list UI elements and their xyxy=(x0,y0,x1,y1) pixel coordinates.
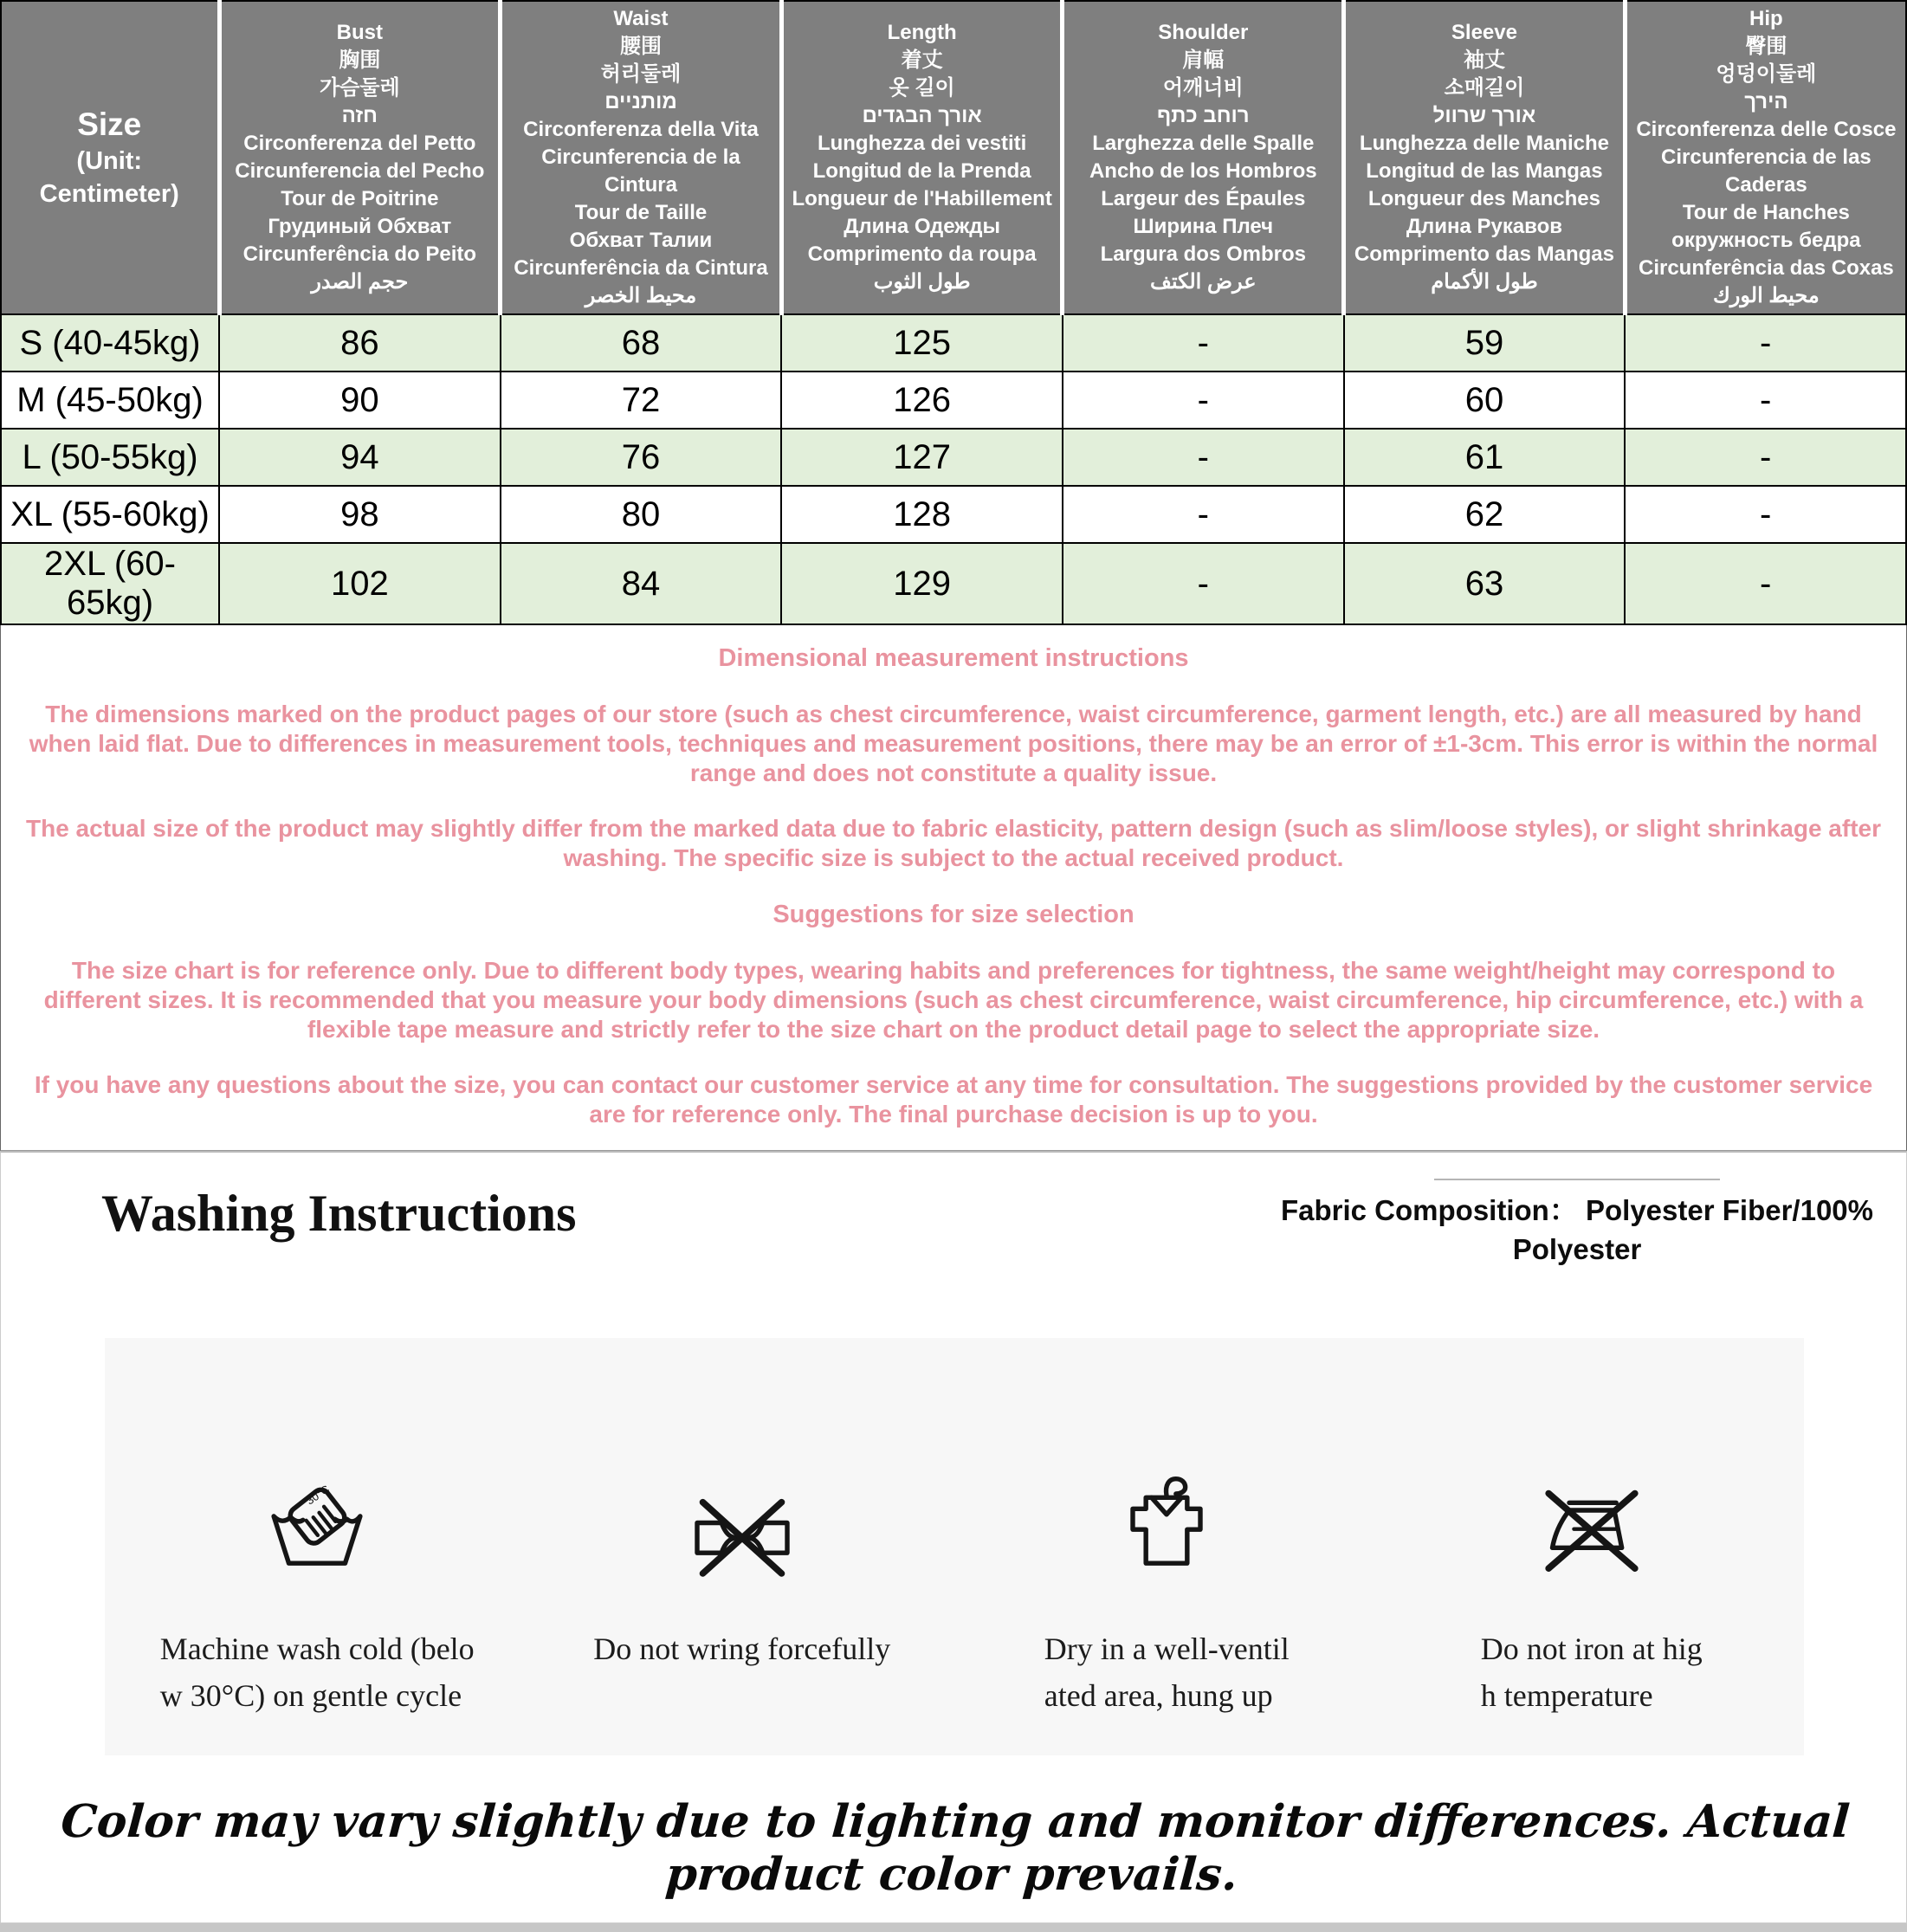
column-header-label: Lunghezza delle Maniche xyxy=(1359,132,1609,155)
fabric-divider-line xyxy=(1434,1179,1720,1180)
measurement-value-cell: 90 xyxy=(219,372,501,429)
column-header-label: מותניים xyxy=(604,90,677,113)
measurement-value-cell: 60 xyxy=(1344,372,1626,429)
care-caption-line: Do not iron at hig xyxy=(1480,1632,1703,1666)
care-item-hang-dry xyxy=(954,1471,1380,1755)
care-caption-line: Dry in a well-ventil xyxy=(1044,1632,1290,1666)
column-header-label: Hip xyxy=(1749,7,1783,30)
column-header-label: Larghezza delle Spalle xyxy=(1092,132,1315,155)
care-caption xyxy=(593,1625,890,1672)
notes-paragraph-1: The dimensions marked on the product pages of our store (such as chest circumference, waist circumference, garment length, etc.) are all measured by hand when laid flat. Due to differences in measurement tools, techniques and measurement positions, there may be an error of ±1-3cm. This error is within the normal range and does not constitute a quality issue. xyxy=(29,701,1878,786)
bottom-divider-strip xyxy=(0,1923,1907,1932)
measurement-value-cell: - xyxy=(1063,486,1344,543)
care-item-no-iron xyxy=(1380,1471,1805,1755)
column-header-label: 袖丈 xyxy=(1463,48,1505,72)
column-header-label: 腰围 xyxy=(619,35,662,58)
measurement-value-cell: - xyxy=(1063,372,1344,429)
size-header-cell xyxy=(1,1,219,314)
column-header-label: Longitud de las Mangas xyxy=(1366,159,1603,183)
column-header-label: Ширина Плеч xyxy=(1133,215,1274,238)
column-header-label: Circonferenza della Vita xyxy=(523,118,759,141)
measurement-value-cell: 129 xyxy=(781,543,1063,624)
column-header-label: Tour de Taille xyxy=(574,201,708,224)
care-caption-line: Do not wring forcefully xyxy=(593,1632,891,1666)
care-item-machine-wash xyxy=(105,1471,530,1755)
svg-text:30°C: 30°C xyxy=(303,1482,333,1508)
color-disclaimer: Color may vary slightly due to lighting and monitor differences. Actual product color prevails. xyxy=(59,1795,1852,1901)
column-header-label: طول الثوب xyxy=(873,270,971,294)
column-header-label: 肩幅 xyxy=(1182,48,1225,72)
measurement-value-cell: 68 xyxy=(501,314,782,372)
measurement-value-cell: 98 xyxy=(219,486,501,543)
column-header-label: окружность бедра xyxy=(1671,229,1861,252)
care-caption-line: w 30°C) on gentle cycle xyxy=(159,1678,462,1713)
column-header-label: Length xyxy=(887,21,957,44)
measurement-value-cell: - xyxy=(1625,372,1906,429)
care-icons-panel xyxy=(105,1338,1804,1755)
measurement-value-cell: 125 xyxy=(781,314,1063,372)
column-header-label: 엉덩이둘레 xyxy=(1716,62,1817,86)
column-header-label: Circunferencia de las Caderas xyxy=(1661,145,1871,197)
column-header-label: 소매길이 xyxy=(1444,76,1525,100)
column-header-label: Длина Рукавов xyxy=(1406,215,1563,238)
fabric-composition-text: Fabric Composition： Polyester Fiber/100% Polyester xyxy=(1280,1194,1873,1265)
measurement-value-cell: 94 xyxy=(219,429,501,486)
washing-instructions-title: Washing Instructions xyxy=(101,1185,577,1242)
column-header-label: Sleeve xyxy=(1451,21,1517,44)
table-header-row xyxy=(1,1,1906,314)
column-header-label: محيط الخصر xyxy=(585,284,697,307)
column-header-label: הירך xyxy=(1744,90,1788,113)
measurement-value-cell: 102 xyxy=(219,543,501,624)
column-header-label: عرض الكتف xyxy=(1150,270,1257,294)
care-caption-line: Machine wash cold (belo xyxy=(159,1632,475,1666)
column-header-label: Comprimento da roupa xyxy=(807,242,1037,266)
column-header-label: 옷 길이 xyxy=(889,76,955,100)
size-header-title: Size xyxy=(77,107,142,142)
column-header-label: Shoulder xyxy=(1158,21,1249,44)
size-label-cell: 2XL (60-65kg) xyxy=(1,543,219,624)
table-row-l xyxy=(1,429,1906,486)
column-header-label: 가슴둘레 xyxy=(319,76,400,100)
column-header-shoulder xyxy=(1063,1,1344,314)
column-header-label: Circunferência das Coxas xyxy=(1638,256,1894,280)
do-not-iron-icon xyxy=(1535,1471,1648,1625)
column-header-label: 어깨너비 xyxy=(1162,76,1244,100)
column-header-label: Circonferenza delle Cosce xyxy=(1636,118,1897,141)
measurement-value-cell: 126 xyxy=(781,372,1063,429)
notes-paragraph-2: The actual size of the product may slightly differ from the marked data due to fabric elasticity, pattern design (such as slim/loose styles), or slight shrinkage after washing. The specific size is subject to the actual received product. xyxy=(26,815,1881,871)
column-header-label: Circunferencia de la Cintura xyxy=(541,145,740,197)
measurement-value-cell: 86 xyxy=(219,314,501,372)
size-label-cell: S (40-45kg) xyxy=(1,314,219,372)
column-header-label: محيط الورك xyxy=(1712,284,1820,307)
care-caption xyxy=(160,1625,475,1719)
measurement-value-cell: 84 xyxy=(501,543,782,624)
measurement-value-cell: - xyxy=(1625,486,1906,543)
measurement-value-cell: - xyxy=(1625,314,1906,372)
size-label-cell: XL (55-60kg) xyxy=(1,486,219,543)
column-header-label: Tour de Poitrine xyxy=(281,187,439,210)
hang-dry-icon xyxy=(1110,1471,1223,1625)
column-header-label: 허리둘레 xyxy=(600,62,682,86)
measurement-notes-section xyxy=(0,625,1907,1151)
care-caption xyxy=(1044,1625,1290,1719)
measurement-value-cell: - xyxy=(1625,543,1906,624)
measurement-value-cell: 62 xyxy=(1344,486,1626,543)
column-header-label: אורך שרוול xyxy=(1432,104,1536,127)
column-header-hip xyxy=(1625,1,1906,314)
machine-wash-cold-icon xyxy=(261,1471,373,1625)
column-header-label: Largura dos Ombros xyxy=(1100,242,1306,266)
column-header-label: Длина Одежды xyxy=(844,215,1000,238)
measurement-value-cell: 59 xyxy=(1344,314,1626,372)
size-label-cell: L (50-55kg) xyxy=(1,429,219,486)
measurement-value-cell: 63 xyxy=(1344,543,1626,624)
column-header-label: אורך הבגדים xyxy=(862,104,982,127)
care-caption xyxy=(1481,1625,1703,1719)
column-header-label: Comprimento das Mangas xyxy=(1354,242,1614,266)
table-row-m xyxy=(1,372,1906,429)
column-header-label: 臀围 xyxy=(1745,35,1787,58)
column-header-label: Longitud de la Prenda xyxy=(812,159,1031,183)
column-header-label: Largeur des Épaules xyxy=(1101,187,1306,210)
column-header-label: Circunferência da Cintura xyxy=(514,256,768,280)
measurement-value-cell: - xyxy=(1625,429,1906,486)
column-header-bust xyxy=(219,1,501,314)
measurement-value-cell: - xyxy=(1063,429,1344,486)
table-row-xl xyxy=(1,486,1906,543)
column-header-label: 着丈 xyxy=(901,48,943,72)
column-header-label: Обхват Талии xyxy=(569,229,713,252)
column-header-length xyxy=(781,1,1063,314)
care-caption-line: ated area, hung up xyxy=(1044,1678,1273,1713)
measurement-value-cell: 128 xyxy=(781,486,1063,543)
measurement-value-cell: - xyxy=(1063,543,1344,624)
column-header-label: Circunferencia del Pecho xyxy=(235,159,485,183)
washing-instructions-section xyxy=(0,1151,1907,1923)
measurement-value-cell: 80 xyxy=(501,486,782,543)
column-header-label: חזה xyxy=(341,104,378,127)
column-header-label: Грудиный Обхват xyxy=(268,215,452,238)
column-header-label: Lunghezza dei vestiti xyxy=(817,132,1027,155)
notes-paragraph-4: If you have any questions about the size, you can contact our customer service at any time for consultation. The suggestions provided by the customer service are for reference only. The final purchase decision is up to you. xyxy=(34,1071,1873,1128)
care-item-no-wring xyxy=(530,1471,955,1755)
size-header-unit: (Unit: Centimeter) xyxy=(39,147,179,208)
column-header-label: רוחב כתף xyxy=(1156,104,1250,127)
do-not-wring-icon xyxy=(686,1471,798,1625)
measurement-value-cell: 61 xyxy=(1344,429,1626,486)
measurement-value-cell: 76 xyxy=(501,429,782,486)
measurement-value-cell: - xyxy=(1063,314,1344,372)
table-row-2xl xyxy=(1,543,1906,624)
measurement-value-cell: 127 xyxy=(781,429,1063,486)
size-table xyxy=(0,0,1907,625)
fabric-composition xyxy=(1248,1179,1906,1269)
column-header-label: Bust xyxy=(336,21,383,44)
column-header-label: Longueur des Manches xyxy=(1367,187,1600,210)
care-caption-line: h temperature xyxy=(1480,1678,1653,1713)
column-header-waist xyxy=(501,1,782,314)
notes-paragraph-3: The size chart is for reference only. Due to different body types, wearing habits and preferences for tightness, the same weight/height may correspond to different sizes. It is recommended that you measure your body dimensions (such as chest circumference, waist circumference, hip circumference, etc.) with a flexible tape measure and strictly refer to the size chart on the product detail page to select the appropriate size. xyxy=(43,957,1864,1043)
column-header-label: Tour de Hanches xyxy=(1682,201,1850,224)
measurement-value-cell: 72 xyxy=(501,372,782,429)
column-header-label: Ancho de los Hombros xyxy=(1089,159,1317,183)
column-header-label: Waist xyxy=(613,7,669,30)
table-row-s xyxy=(1,314,1906,372)
size-label-cell: M (45-50kg) xyxy=(1,372,219,429)
column-header-label: Circunferência do Peito xyxy=(242,242,477,266)
column-header-sleeve xyxy=(1344,1,1626,314)
column-header-label: Circonferenza del Petto xyxy=(243,132,476,155)
notes-title: Dimensional measurement instructions xyxy=(718,644,1189,672)
column-header-label: طول الأكمام xyxy=(1431,270,1538,294)
column-header-label: 胸围 xyxy=(339,48,381,72)
column-header-label: حجم الصدر xyxy=(311,270,409,294)
notes-subtitle: Suggestions for size selection xyxy=(772,901,1135,928)
column-header-label: Longueur de l'Habillement xyxy=(792,187,1052,210)
